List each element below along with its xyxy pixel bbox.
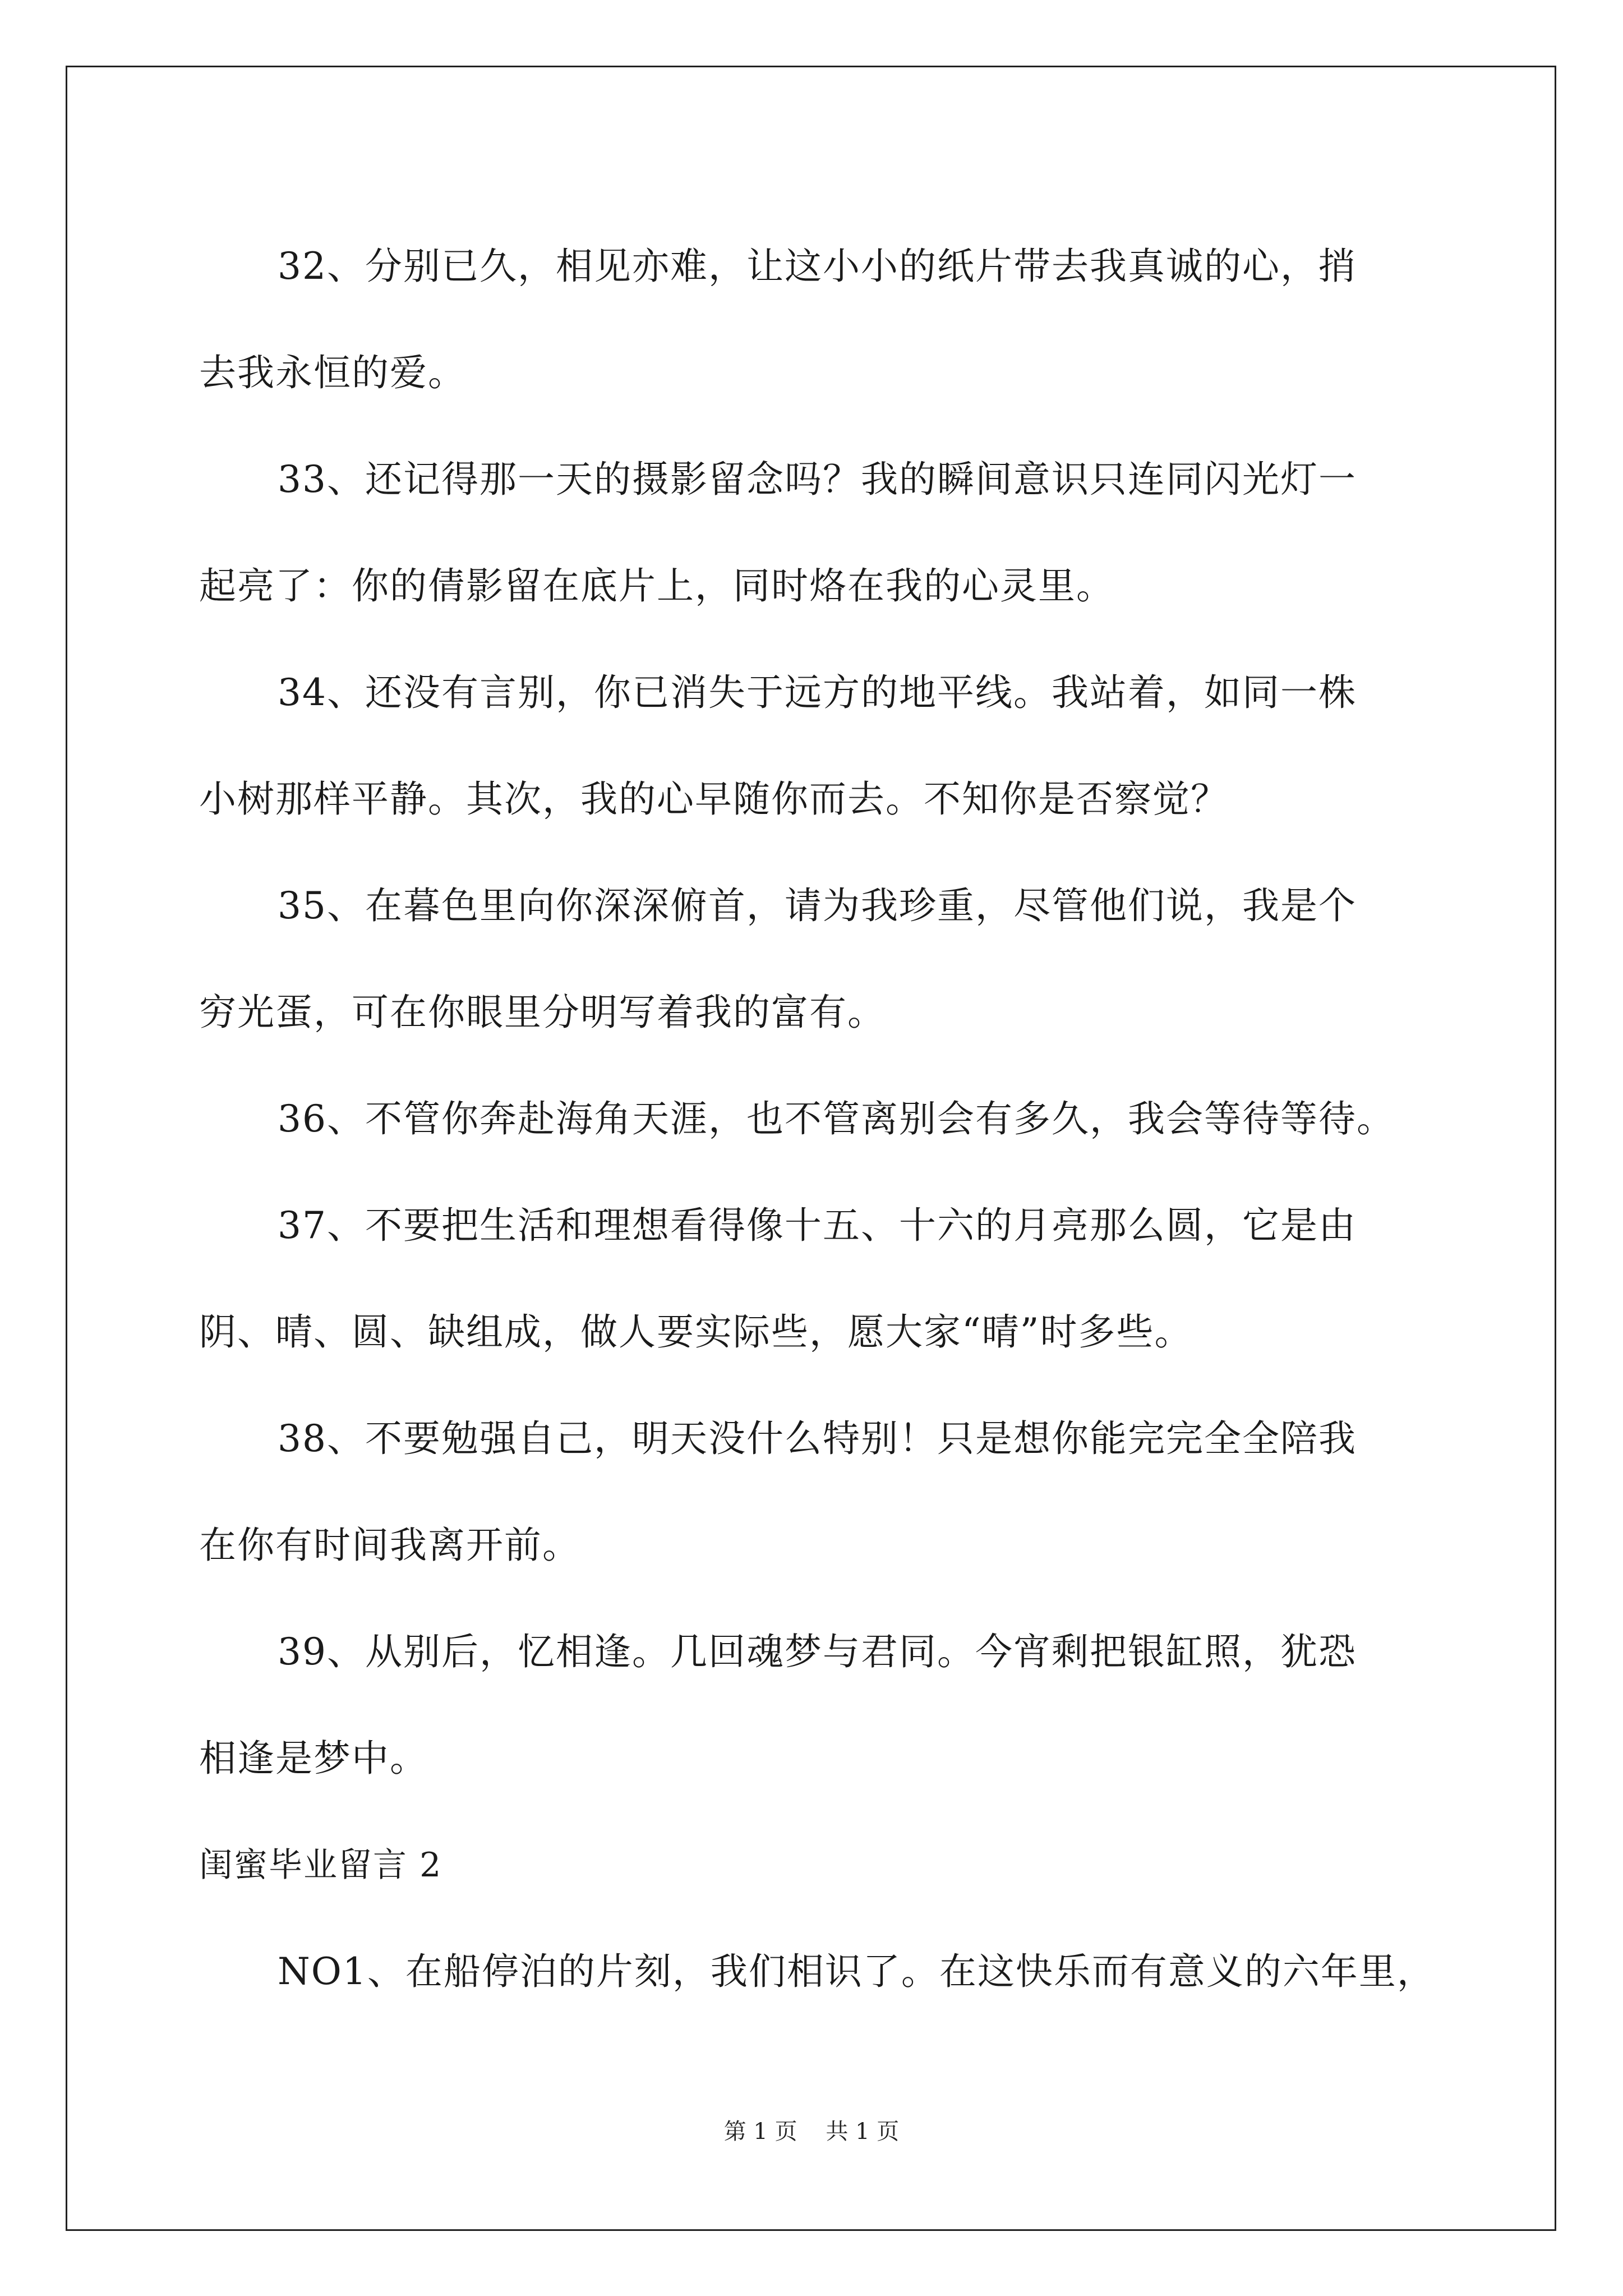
paragraph-37-line-1: 37、不要把生活和理想看得像十五、十六的月亮那么圆，它是由	[278, 1204, 1357, 1247]
paragraph-35-line-1: 35、在暮色里向你深深俯首，请为我珍重，尽管他们说，我是个	[278, 884, 1357, 927]
paragraph-no1-line-1: NO1、在船停泊的片刻，我们相识了。在这快乐而有意义的六年里，	[278, 1950, 1435, 1993]
paragraph-34-line-2: 小树那样平静。其次，我的心早随你而去。不知你是否察觉？	[199, 777, 1229, 821]
paragraph-32-line-1: 32、分别已久，相见亦难，让这小小的纸片带去我真诚的心，捎	[278, 245, 1357, 288]
paragraph-33-line-1: 33、还记得那一天的摄影留念吗？我的瞬间意识只连同闪光灯一	[278, 458, 1357, 501]
page-number-footer: 第 1 页 共 1 页	[723, 2119, 900, 2145]
paragraph-38-line-2: 在你有时间我离开前。	[199, 1524, 580, 1567]
paragraph-39-line-2: 相逢是梦中。	[199, 1737, 428, 1780]
section-heading: 闺蜜毕业留言 2	[199, 1846, 442, 1885]
paragraph-37-line-2: 阴、晴、圆、缺组成，做人要实际些，愿大家“晴”时多些。	[199, 1310, 1193, 1354]
paragraph-35-line-2: 穷光蛋，可在你眼里分明写着我的富有。	[199, 991, 886, 1034]
paragraph-32-line-2: 去我永恒的爱。	[199, 351, 466, 394]
paragraph-38-line-1: 38、不要勉强自己，明天没什么特别！只是想你能完完全全陪我	[278, 1417, 1357, 1460]
paragraph-36-line-1: 36、不管你奔赴海角天涯，也不管离别会有多久，我会等待等待。	[278, 1097, 1395, 1140]
document-body	[199, 213, 1433, 2025]
paragraph-34-line-1: 34、还没有言别，你已消失于远方的地平线。我站着，如同一株	[278, 671, 1357, 714]
paragraph-39-line-1: 39、从别后，忆相逢。几回魂梦与君同。今宵剩把银缸照，犹恐	[278, 1630, 1357, 1673]
paragraph-33-line-2: 起亮了：你的倩影留在底片上，同时烙在我的心灵里。	[199, 564, 1114, 608]
